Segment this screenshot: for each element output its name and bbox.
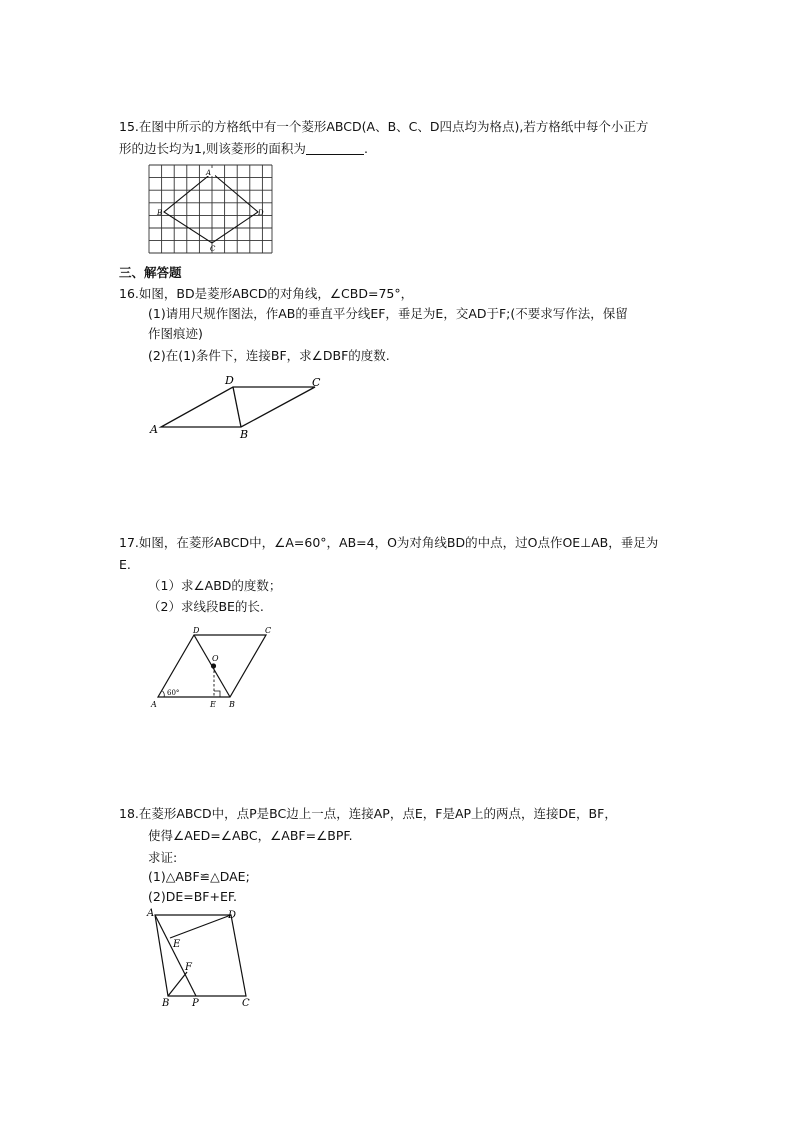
q17-label-e: E: [210, 700, 216, 709]
q18-part1: (1)△ABF≌△DAE;: [148, 869, 250, 884]
q15-label-d: D: [258, 209, 264, 217]
rhombus-abcd: [164, 173, 258, 243]
q17-label-b: B: [229, 700, 235, 709]
q17-stem-line2: E.: [119, 557, 131, 572]
q18-stem-line2: 使得∠AED=∠ABC，∠ABF=∠BPF.: [148, 828, 353, 843]
q16-part1-line2: 作图痕迹): [148, 326, 203, 341]
q16-figure: [145, 370, 330, 442]
segment-de: [170, 915, 231, 938]
q15-label-a: A: [206, 169, 212, 177]
q17-figure: [145, 622, 285, 712]
q16-label-c: C: [312, 376, 321, 389]
q17-label-a: A: [151, 700, 157, 709]
q18-figure: [145, 905, 260, 1007]
q17-label-c: C: [265, 626, 272, 635]
q18-label-e: E: [173, 939, 181, 950]
angle-arc: [163, 691, 165, 697]
q18-stem-line1: 18.在菱形ABCD中，点P是BC边上一点，连接AP，点E，F是AP上的两点，连接DE，BF，: [119, 806, 617, 821]
rhombus-abcd: [155, 915, 246, 996]
q17-label-o: O: [212, 654, 219, 663]
q15-line2-end: .: [363, 141, 368, 156]
q16-part2: (2)在(1)条件下，连接BF，求∠DBF的度数.: [148, 348, 390, 363]
q16-label-a: A: [150, 423, 158, 436]
q16-label-d: D: [225, 374, 234, 387]
q15-grid-figure: [146, 162, 276, 256]
section-title: 三、解答题: [119, 265, 182, 280]
rhombus-abcd: [161, 387, 315, 427]
q18-label-c: C: [242, 998, 250, 1007]
diagonal-bd: [233, 387, 241, 427]
segment-bf: [168, 972, 187, 996]
q16-stem: 16.如图，BD是菱形ABCD的对角线，∠CBD=75°，: [119, 286, 414, 301]
q18-prove: 求证:: [148, 850, 178, 865]
q17-angle-label: 60°: [167, 689, 180, 697]
right-angle-mark: [214, 691, 220, 697]
q15-label-b: B: [157, 209, 163, 217]
q18-label-d: D: [228, 910, 237, 921]
q15-line1: 15.在图中所示的方格纸中有一个菱形ABCD(A、B、C、D四点均为格点),若方格纸中每个小正方: [119, 119, 649, 134]
q16-label-b: B: [240, 428, 249, 441]
q15-line2: [119, 140, 368, 158]
q17-part2: （2）求线段BE的长.: [148, 599, 264, 614]
answer-blank[interactable]: [306, 142, 364, 155]
q17-part1: （1）求∠ABD的度数；: [148, 578, 282, 593]
point-o: [211, 663, 216, 668]
q18-label-a: A: [147, 908, 155, 919]
q17-label-d: D: [193, 626, 200, 635]
q18-label-p: P: [192, 998, 199, 1007]
q18-label-f: F: [185, 962, 192, 973]
q17-stem-line1: 17.如图，在菱形ABCD中，∠A=60°，AB=4，O为对角线BD的中点，过O点作OE⊥AB，垂足为: [119, 535, 659, 550]
q16-part1-line1: (1)请用尺规作图法，作AB的垂直平分线EF，垂足为E，交AD于F;(不要求写作法，保留: [148, 306, 628, 321]
q15-line2-text: 形的边长均为1,则该菱形的面积为: [119, 141, 306, 156]
q18-part2: (2)DE=BF+EF.: [148, 889, 237, 904]
q15-label-c: C: [210, 245, 216, 253]
q18-label-b: B: [162, 998, 170, 1007]
